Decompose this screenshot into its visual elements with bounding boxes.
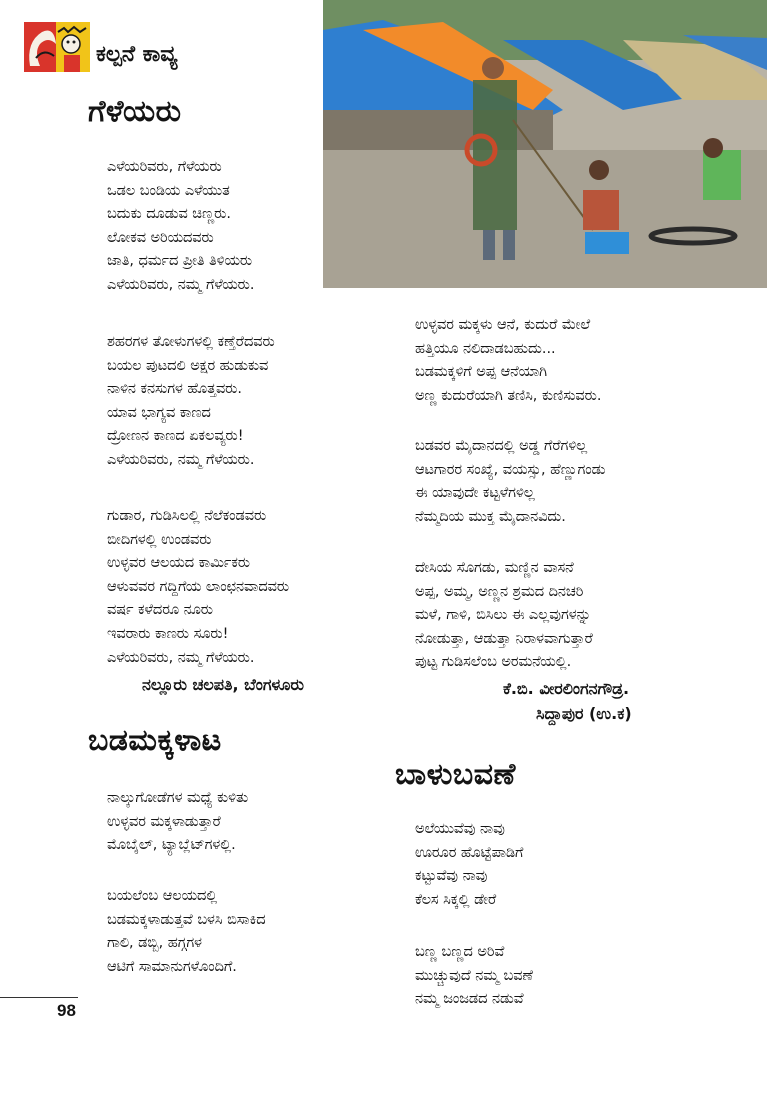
poem-line: ವರ್ಷ ಕಳೆದರೂ ನೂರು	[107, 602, 213, 619]
stanza-badamakkalata-5	[415, 557, 593, 675]
poem-line: ಶಹರಗಳ ತೋಳುಗಳಲ್ಲಿ ಕಣ್ತೆರೆದವರು	[107, 334, 275, 350]
poem-line: ಗಾಲಿ, ಡಬ್ಬಿ, ಹಗ್ಗಗಳ	[107, 935, 202, 952]
section-logo-icon	[24, 22, 90, 72]
poem-line: ಉಳ್ಳವರ ಆಲಯದ ಕಾರ್ಮಿಕರು	[107, 555, 251, 572]
poem-line: ಬಡವರ ಮೈದಾನದಲ್ಲಿ ಅಡ್ಡ ಗೆರೆಗಳಿಲ್ಲ	[415, 438, 588, 454]
poem-title-baalubavane: ಬಾಳುಬವಣೆ	[395, 757, 516, 792]
stanza-baalubavane-1	[415, 818, 523, 912]
poem-line: ಇವರಾರು ಕಾಣರು ಸೂರು!	[107, 625, 229, 642]
poem-line: ಊರೂರ ಹೊಟ್ಟೆಪಾಡಿಗೆ	[415, 844, 524, 861]
poem-line: ಎಳೆಯರಿವರು, ಗೆಳೆಯರು	[107, 159, 222, 175]
poem-line: ಬೀದಿಗಳಲ್ಲಿ ಉಂಡವರು	[107, 531, 212, 548]
page-number: 98	[57, 1001, 76, 1020]
poem-line: ಆಳುವವರ ಗದ್ದಿಗೆಯ ಲಾಂಛನವಾದವರು	[107, 578, 290, 595]
poem-line: ಮುಚ್ಚುವುದೆ ನಮ್ಮ ಬವಣೆ	[415, 967, 533, 984]
poem-line: ಉಳ್ಳವರ ಮಕ್ಕಳಾಡುತ್ತಾರೆ	[107, 813, 221, 830]
poem-line: ಕಟ್ಟುವೆವು ನಾವು	[415, 868, 488, 885]
poem-line: ಬಣ್ಣ ಬಣ್ಣದ ಅರಿವೆ	[415, 944, 505, 960]
section-label: ಕಲ್ಪನೆ ಕಾವ್ಯ	[96, 42, 178, 67]
poem-line: ನಾಳಿನ ಕನಸುಗಳ ಹೊತ್ತವರು.	[107, 381, 242, 398]
stanza-badamakkalata-3	[415, 314, 601, 408]
poem-line: ಮಳೆ, ಗಾಳಿ, ಬಿಸಿಲು ಈ ಎಲ್ಲವುಗಳನ್ನು	[415, 607, 592, 624]
poem-author-badamakkalata-place: ಸಿದ್ದಾಪುರ (ಉ.ಕ)	[536, 704, 632, 723]
poem-line: ನೆಮ್ಮದಿಯ ಮುಕ್ತ ಮೈದಾನವಿದು.	[415, 508, 566, 525]
poem-title-badamakkalata: ಬಡಮಕ್ಕಳಾಟ	[88, 723, 222, 758]
poem-line: ಎಳೆಯರಿವರು, ನಮ್ಮ ಗೆಳೆಯರು.	[107, 451, 255, 468]
poem-line: ನಾಲ್ಕುಗೋಡೆಗಳ ಮಧ್ಯೆ ಕುಳಿತು	[107, 790, 249, 806]
poem-line: ಉಳ್ಳವರ ಮಕ್ಕಳು ಆನೆ, ಕುದುರೆ ಮೇಲೆ	[415, 317, 591, 333]
poem-line: ಅಲೆಯುವೆವು ನಾವು	[415, 821, 505, 837]
poem-line: ದ್ರೋಣನ ಕಾಣದ ಏಕಲವ್ಯರು!	[107, 428, 244, 445]
children-playing-photo	[323, 0, 767, 288]
poem-line: ಬಡಮಕ್ಕಳಾಡುತ್ತವೆ ಬಳಸಿ ಬಿಸಾಕಿದ	[107, 911, 266, 928]
poem-line: ಯಾವ ಭಾಗ್ಯವ ಕಾಣದ	[107, 404, 211, 421]
poem-line: ಪುಟ್ಟ ಗುಡಿಸಲೆಂಬ ಅರಮನೆಯಲ್ಲಿ.	[415, 654, 572, 671]
poem-line: ದೇಸಿಯ ಸೊಗಡು, ಮಣ್ಣಿನ ವಾಸನೆ	[415, 560, 574, 576]
poem-line: ಬಯಲ ಪುಟದಲಿ ಅಕ್ಷರ ಹುಡುಕುವ	[107, 357, 269, 374]
poem-line: ಬದುಕು ದೂಡುವ ಚಿಣ್ಣರು.	[107, 206, 231, 223]
poem-line: ಬಯಲೆಂಬ ಆಲಯದಲ್ಲಿ	[107, 888, 218, 904]
poem-line: ಜಾತಿ, ಧರ್ಮದ ಪ್ರೀತಿ ತಿಳಿಯರು	[107, 253, 253, 270]
poem-line: ಹತ್ತಿಯೂ ನಲಿದಾಡಬಹುದು...	[415, 340, 556, 357]
poem-line: ನಮ್ಮ ಜಂಜಡದ ನಡುವೆ	[415, 991, 524, 1008]
stanza-geleyaru-3	[107, 505, 289, 670]
poem-line: ಬಡಮಕ್ಕಳಿಗೆ ಅಪ್ಪ ಆನೆಯಾಗಿ	[415, 364, 548, 381]
poem-line: ಒಡಲ ಬಂಡಿಯ ಎಳೆಯುತ	[107, 182, 230, 199]
poem-line: ಮೊಬೈಲ್, ಟ್ಯಾಬ್ಲೆಟ್‌ಗಳಲ್ಲಿ.	[107, 837, 236, 854]
poem-line: ಕೆಲಸ ಸಿಕ್ಕಲ್ಲಿ ಡೇರೆ	[415, 891, 497, 908]
poem-line: ಆಟಗಾರರ ಸಂಖ್ಯೆ, ವಯಸ್ಸು, ಹೆಣ್ಣುಗಂಡು	[415, 461, 606, 478]
poem-line: ಎಳೆಯರಿವರು, ನಮ್ಮ ಗೆಳೆಯರು.	[107, 276, 255, 293]
poem-line: ಅಣ್ಣ ಕುದುರೆಯಾಗಿ ತಣಿಸಿ, ಕುಣಿಸುವರು.	[415, 387, 602, 404]
poem-line: ಈ ಯಾವುದೇ ಕಟ್ಟಳೆಗಳಿಲ್ಲ	[415, 485, 535, 502]
stanza-geleyaru-1	[107, 156, 254, 298]
poem-author-badamakkalata-name: ಕೆ.ಬಿ. ವೀರಲಿಂಗನಗೌಡ್ರ.	[503, 679, 630, 698]
poem-title-geleyaru: ಗೆಳೆಯರು	[88, 94, 182, 129]
poem-line: ಅಪ್ಪ, ಅಮ್ಮ, ಅಣ್ಣನ ಶ್ರಮದ ದಿನಚರಿ	[415, 583, 584, 600]
poem-line: ಎಳೆಯರಿವರು, ನಮ್ಮ ಗೆಳೆಯರು.	[107, 649, 255, 666]
poem-line: ನೋಡುತ್ತಾ, ಆಡುತ್ತಾ ನಿರಾಳವಾಗುತ್ತಾರೆ	[415, 630, 593, 647]
stanza-baalubavane-2	[415, 941, 533, 1012]
page-number-rule	[0, 997, 78, 998]
poem-line: ಲೋಕವ ಅರಿಯದವರು	[107, 229, 214, 246]
stanza-badamakkalata-1	[107, 787, 248, 858]
poem-author-geleyaru: ನಲ್ಲೂರು ಚಲಪತಿ, ಬೆಂಗಳೂರು	[142, 675, 304, 694]
poem-line: ಆಟಿಗೆ ಸಾಮಾನುಗಳೊಂದಿಗೆ.	[107, 958, 237, 975]
stanza-geleyaru-2	[107, 331, 275, 473]
poem-line: ಗುಡಾರ, ಗುಡಿಸಿಲಲ್ಲಿ ನೆಲೆಕಂಡವರು	[107, 508, 267, 524]
stanza-badamakkalata-2	[107, 885, 266, 979]
stanza-badamakkalata-4	[415, 435, 605, 529]
